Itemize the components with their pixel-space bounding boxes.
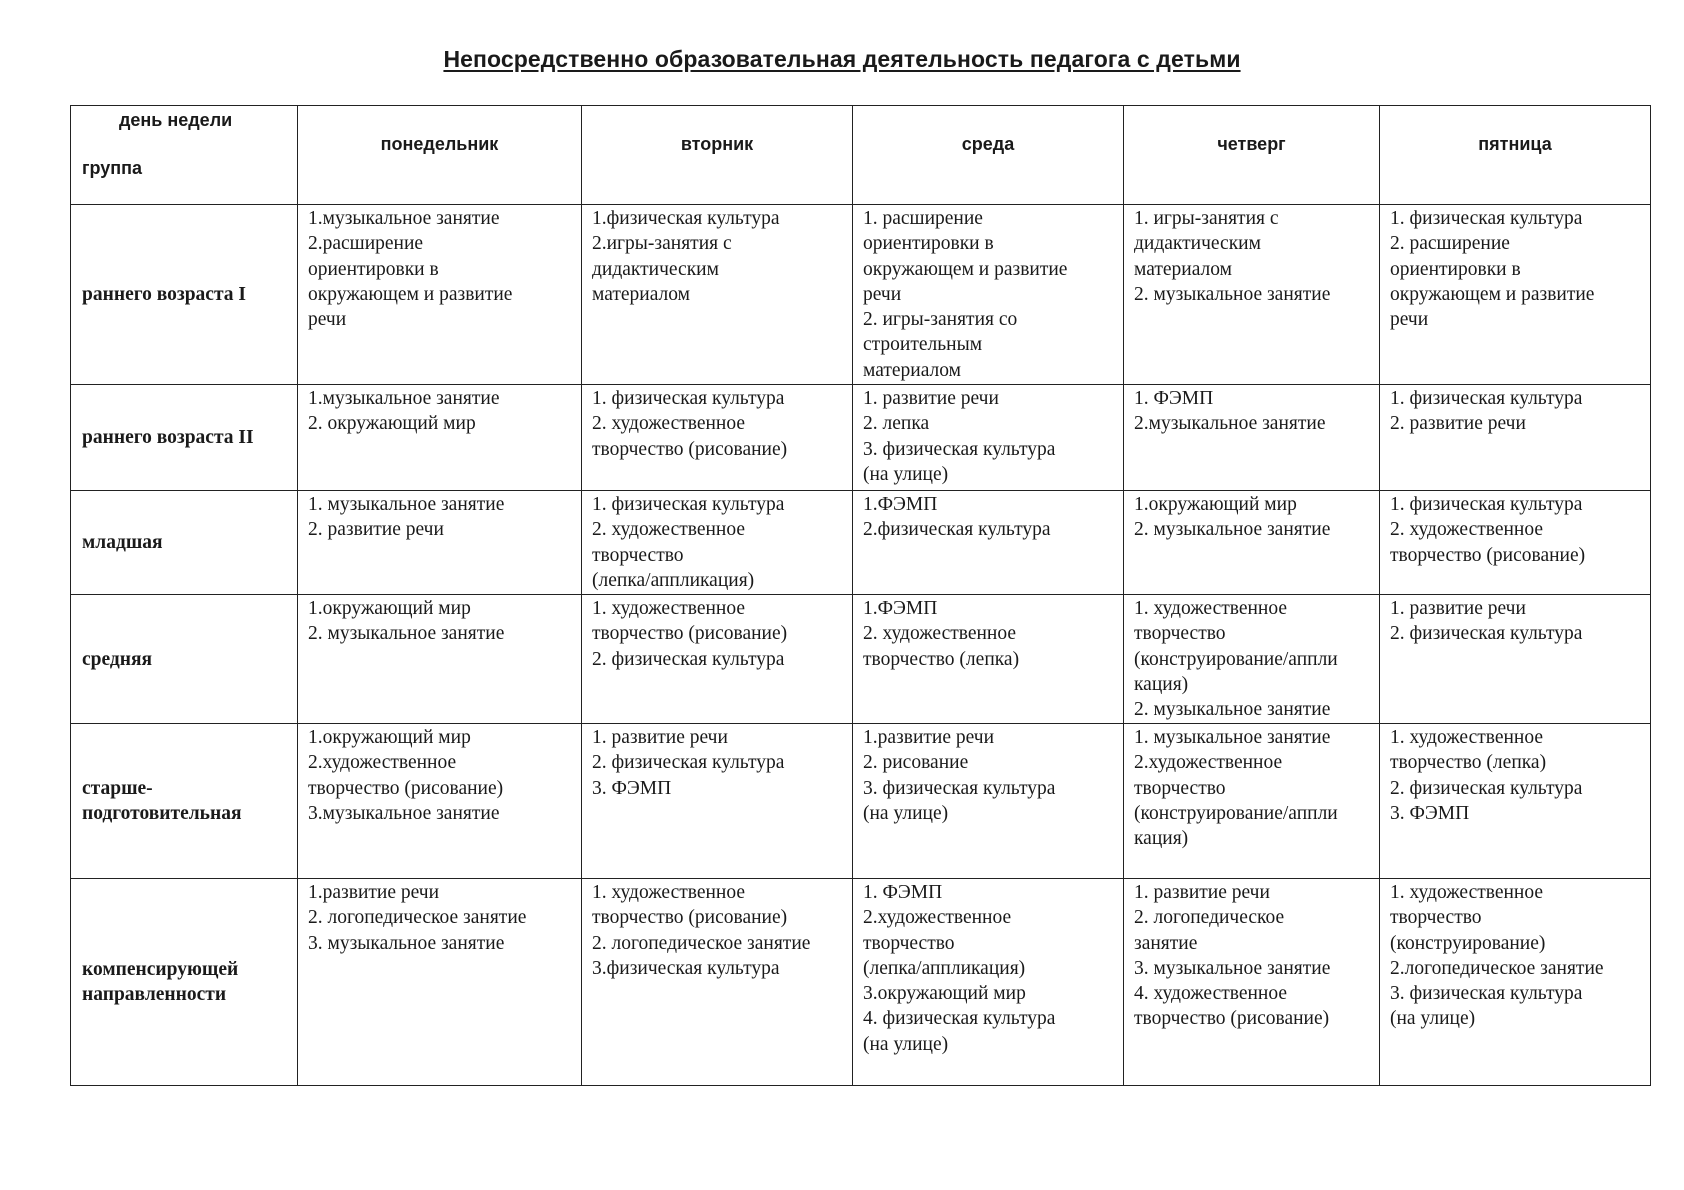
activity-line: 2. окружающий мир (308, 413, 476, 435)
day-header-monday: понедельник (298, 106, 582, 205)
activity-line: 2.музыкальное занятие (1134, 413, 1326, 435)
activity-line: 2. художественное (592, 519, 746, 541)
activity-cell-monday (298, 724, 582, 879)
activity-line: 1.ФЭМП (863, 598, 938, 619)
group-name-cell (71, 595, 298, 724)
activity-line: (лепка/аппликация) (863, 957, 1026, 979)
activity-line: 4. художественное (1134, 983, 1288, 1005)
table-row (71, 595, 1651, 724)
activity-line: дидактическим (1134, 233, 1261, 255)
activity-line: 1. физическая культура (592, 388, 785, 409)
group-name: младшая (82, 532, 163, 553)
table-row (71, 879, 1651, 1086)
group-name-cell (71, 205, 298, 385)
activity-line: ориентировки в (1390, 258, 1521, 280)
activity-line: материалом (863, 359, 961, 381)
activity-cell-wednesday (853, 595, 1124, 724)
activity-line: 3. ФЭМП (1390, 802, 1470, 824)
activity-line: 2. развитие речи (308, 519, 444, 541)
activity-line: 3. музыкальное занятие (308, 932, 505, 954)
activity-line: 2. музыкальное занятие (1134, 283, 1331, 305)
activity-cell-tuesday (582, 879, 853, 1086)
activity-line: (конструирование) (1390, 932, 1546, 954)
activity-cell-thursday (1124, 205, 1380, 385)
day-header-thursday: четверг (1124, 106, 1380, 205)
activity-line: 1.музыкальное занятие (308, 208, 500, 229)
activity-line: речи (863, 283, 902, 305)
group-name: старше- (82, 778, 153, 799)
activity-line: 3. музыкальное занятие (1134, 957, 1331, 979)
day-header-friday: пятница (1380, 106, 1651, 205)
group-name: раннего возраста II (82, 427, 254, 448)
activity-line: 1. игры-занятия с (1134, 208, 1279, 229)
activity-line: 1.физическая культура (592, 208, 780, 229)
activity-line: (на улице) (1390, 1008, 1476, 1030)
activity-cell-thursday (1124, 595, 1380, 724)
activity-line: 3.физическая культура (592, 957, 780, 979)
activity-line: творчество (рисование) (592, 438, 788, 460)
activity-line: 1. художественное (1390, 882, 1544, 903)
activity-line: 1. физическая культура (1390, 208, 1583, 229)
activity-line: кация) (1134, 828, 1189, 850)
activity-line: 3. физическая культура (863, 438, 1056, 460)
activity-cell-thursday (1124, 385, 1380, 491)
activity-line: 2. логопедическое занятие (308, 907, 527, 929)
activity-line: 1. ФЭМП (863, 882, 943, 903)
activity-line: (на улице) (863, 463, 949, 485)
activity-line: 2. художественное (1390, 519, 1544, 541)
activity-line: творчество (рисование) (1134, 1008, 1330, 1030)
activity-line: 2.художественное (308, 752, 457, 774)
activity-cell-thursday (1124, 491, 1380, 595)
table-row (71, 724, 1651, 879)
day-header-tuesday: вторник (582, 106, 853, 205)
activity-cell-tuesday (582, 385, 853, 491)
activity-line: 1.окружающий мир (1134, 494, 1297, 515)
activity-line: 4. физическая культура (863, 1008, 1056, 1030)
activity-line: творчество (рисование) (308, 777, 504, 799)
header-row (71, 106, 1651, 205)
activity-line: 1. развитие речи (1134, 882, 1270, 903)
activity-line: 2. физическая культура (1390, 777, 1583, 799)
activity-line: 1.развитие речи (863, 727, 995, 748)
activity-line: 2. физическая культура (592, 752, 785, 774)
activity-line: 1. развитие речи (592, 727, 728, 748)
group-name: направленности (82, 984, 227, 1005)
activity-cell-wednesday (853, 879, 1124, 1086)
activity-line: 2.логопедическое занятие (1390, 957, 1604, 979)
activity-line: строительным (863, 334, 983, 356)
activity-line: занятие (1134, 932, 1198, 954)
activity-line: 1. художественное (1134, 598, 1288, 619)
corner-header (71, 106, 298, 205)
activity-cell-tuesday (582, 595, 853, 724)
activity-line: 1. физическая культура (1390, 388, 1583, 409)
activity-line: творчество (лепка) (1390, 752, 1547, 774)
activity-cell-friday (1380, 879, 1651, 1086)
activity-cell-tuesday (582, 205, 853, 385)
activity-line: (конструирование/аппли (1134, 648, 1338, 670)
activity-line: творчество (рисование) (1390, 544, 1586, 566)
activity-line: творчество (1390, 907, 1482, 929)
activity-line: 1. художественное (592, 882, 746, 903)
activity-line: 1. физическая культура (1390, 494, 1583, 515)
activity-line: материалом (592, 283, 690, 305)
activity-cell-wednesday (853, 491, 1124, 595)
activity-line: 1. развитие речи (1390, 598, 1526, 619)
group-name: раннего возраста I (82, 284, 246, 305)
activity-line: творчество (рисование) (592, 623, 788, 645)
activity-line: (конструирование/аппли (1134, 802, 1338, 824)
activity-line: 1. развитие речи (863, 388, 999, 409)
activity-line: 2. логопедическое занятие (592, 932, 811, 954)
activity-line: 1.ФЭМП (863, 494, 938, 515)
activity-line: материалом (1134, 258, 1232, 280)
activity-line: кация) (1134, 673, 1189, 695)
activity-line: 1.окружающий мир (308, 727, 471, 748)
activity-cell-wednesday (853, 724, 1124, 879)
activity-line: 2. развитие речи (1390, 413, 1526, 435)
activity-line: 3. физическая культура (1390, 983, 1583, 1005)
activity-cell-friday (1380, 724, 1651, 879)
activity-line: 2.физическая культура (863, 519, 1051, 541)
activity-line: 1.музыкальное занятие (308, 388, 500, 409)
group-name-cell (71, 724, 298, 879)
activity-line: 3.музыкальное занятие (308, 802, 500, 824)
corner-day-label: день недели (119, 110, 233, 130)
activity-cell-thursday (1124, 724, 1380, 879)
activity-line: окружающем и развитие (863, 258, 1068, 280)
activity-cell-friday (1380, 385, 1651, 491)
corner-group-label: группа (82, 158, 143, 178)
table-row (71, 491, 1651, 595)
group-name: компенсирующей (82, 959, 239, 980)
activity-line: 1. физическая культура (592, 494, 785, 515)
day-header-wednesday: среда (853, 106, 1124, 205)
table-row (71, 205, 1651, 385)
activity-line: ориентировки в (863, 233, 994, 255)
activity-line: 2. игры-занятия со (863, 309, 1018, 331)
activity-line: (лепка/аппликация) (592, 569, 755, 591)
activity-cell-monday (298, 385, 582, 491)
activity-line: творчество (592, 544, 684, 566)
activity-line: 1.окружающий мир (308, 598, 471, 619)
activity-line: 2.игры-занятия с (592, 233, 732, 255)
activity-cell-monday (298, 879, 582, 1086)
activity-cell-wednesday (853, 205, 1124, 385)
activity-line: 3.окружающий мир (863, 983, 1026, 1005)
activity-line: 2.художественное (1134, 752, 1283, 774)
activity-line: 2. лепка (863, 413, 930, 435)
activity-line: 1. художественное (1390, 727, 1544, 748)
activity-cell-monday (298, 205, 582, 385)
activity-line: 1. расширение (863, 208, 983, 229)
activity-line: 2.художественное (863, 907, 1012, 929)
activity-cell-tuesday (582, 724, 853, 879)
activity-line: творчество (рисование) (592, 907, 788, 929)
activity-line: 2. музыкальное занятие (308, 623, 505, 645)
table-row (71, 385, 1651, 491)
activity-cell-thursday (1124, 879, 1380, 1086)
activity-cell-monday (298, 491, 582, 595)
activity-line: 2. расширение (1390, 233, 1510, 255)
activity-line: 2. физическая культура (1390, 623, 1583, 645)
activity-line: (на улице) (863, 802, 949, 824)
group-name-cell (71, 879, 298, 1086)
activity-line: речи (308, 309, 347, 331)
activity-cell-friday (1380, 595, 1651, 724)
activity-cell-wednesday (853, 385, 1124, 491)
activity-line: дидактическим (592, 258, 719, 280)
activity-line: творчество (1134, 777, 1226, 799)
activity-line: 2. музыкальное занятие (1134, 699, 1331, 721)
activity-line: 3. физическая культура (863, 777, 1056, 799)
group-name-cell (71, 385, 298, 491)
schedule-table (70, 105, 1651, 1086)
activity-cell-monday (298, 595, 582, 724)
activity-line: 2. логопедическое (1134, 907, 1285, 929)
document-title: Непосредственно образовательная деятельность педагога с детьми (443, 46, 1241, 72)
group-name: подготовительная (82, 803, 242, 824)
group-name: средняя (82, 648, 153, 670)
activity-line: 1.развитие речи (308, 882, 440, 903)
activity-cell-friday (1380, 205, 1651, 385)
activity-line: творчество (лепка) (863, 648, 1020, 670)
activity-line: речи (1390, 309, 1429, 331)
activity-line: творчество (1134, 623, 1226, 645)
activity-line: (на улице) (863, 1033, 949, 1055)
activity-line: окружающем и развитие (308, 283, 513, 305)
activity-line: 3. ФЭМП (592, 777, 672, 799)
activity-line: 2. художественное (592, 413, 746, 435)
activity-cell-tuesday (582, 491, 853, 595)
schedule-body (71, 205, 1651, 1086)
activity-line: 2. художественное (863, 623, 1017, 645)
activity-cell-friday (1380, 491, 1651, 595)
group-name-cell (71, 491, 298, 595)
activity-line: окружающем и развитие (1390, 283, 1595, 305)
activity-line: 1. художественное (592, 598, 746, 619)
activity-line: 2. физическая культура (592, 648, 785, 670)
activity-line: 2. рисование (863, 752, 969, 774)
activity-line: творчество (863, 932, 955, 954)
activity-line: 1. ФЭМП (1134, 388, 1214, 409)
activity-line: 1. музыкальное занятие (1134, 727, 1331, 748)
activity-line: 1. музыкальное занятие (308, 494, 505, 515)
activity-line: 2. музыкальное занятие (1134, 519, 1331, 541)
activity-line: ориентировки в (308, 258, 439, 280)
activity-line: 2.расширение (308, 233, 424, 255)
